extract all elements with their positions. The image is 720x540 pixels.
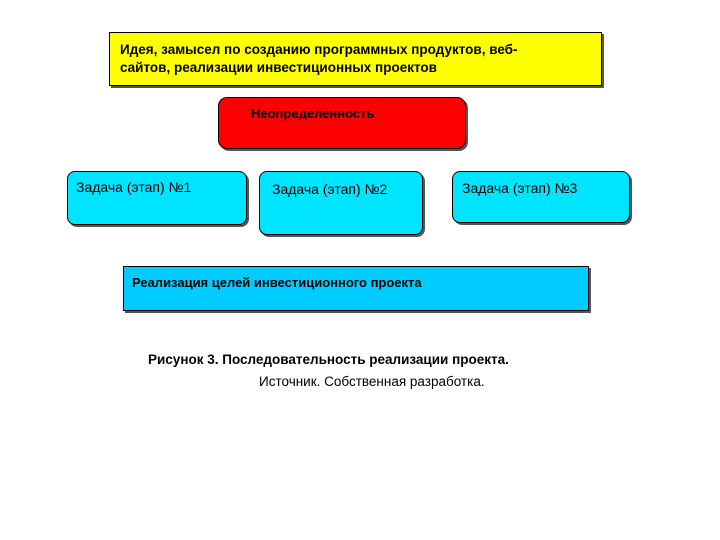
task-box-2: [259, 171, 423, 235]
idea-box-line1: Идея, замысел по созданию программных продуктов, веб-: [120, 42, 518, 57]
uncertainty-box: [218, 97, 466, 149]
idea-box: [109, 32, 602, 86]
task-label-1: Задача (этап) №1: [76, 179, 192, 195]
task-box-3: [452, 171, 630, 223]
task-box-1: [67, 171, 247, 225]
figure-caption: Рисунок 3. Последовательность реализации проекта.: [148, 352, 509, 367]
idea-box-line2: сайтов, реализации инвестиционных проектов: [120, 60, 437, 75]
task-label-3: Задача (этап) №3: [462, 180, 578, 196]
realization-label: Реализация целей инвестиционного проекта: [132, 275, 422, 290]
figure-source: Источник. Собственная разработка.: [259, 374, 485, 389]
realization-box: [123, 266, 589, 311]
task-label-2: Задача (этап) №2: [272, 181, 388, 197]
uncertainty-label: Неопределенность: [251, 106, 375, 121]
